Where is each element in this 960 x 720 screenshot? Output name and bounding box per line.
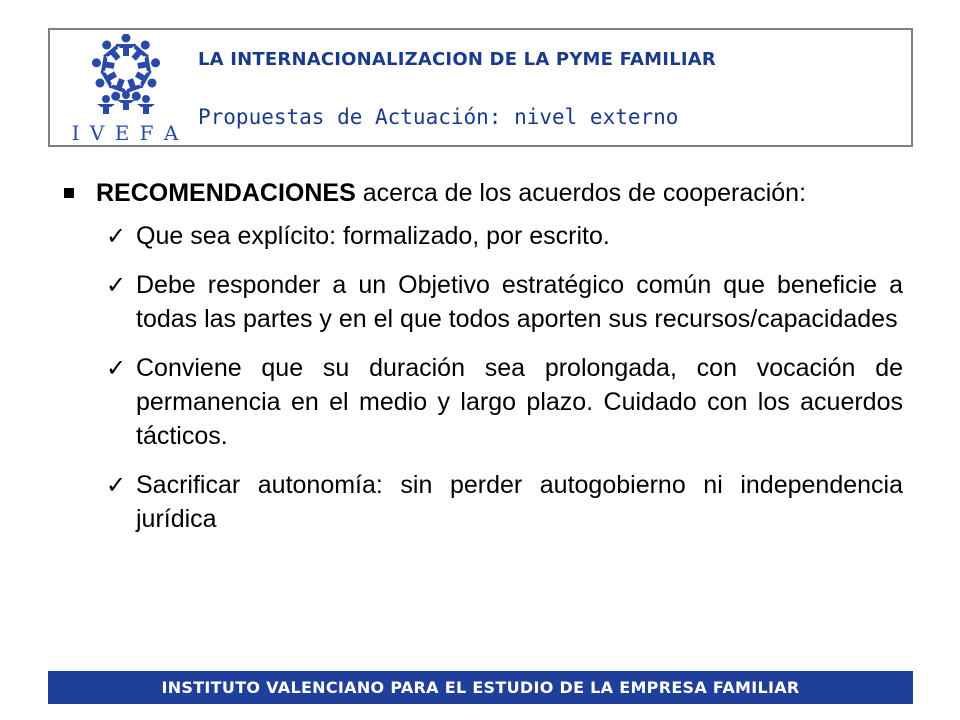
square-bullet-icon: [64, 188, 74, 198]
footer-text: INSTITUTO VALENCIANO PARA EL ESTUDIO DE LA EMPRESA FAMILIAR: [161, 678, 800, 697]
main-point-text: acerca de los acuerdos de cooperación:: [355, 179, 807, 207]
checkmark-icon: ✓: [106, 222, 127, 250]
header-box: [48, 28, 913, 147]
sub-point-list: [60, 219, 903, 536]
sub-point-item: [60, 468, 903, 536]
sub-point-item: [60, 351, 903, 453]
sub-point-text: Debe responder a un Objetivo estratégico común que beneficie a todas las partes y en el que todos aporten sus recursos/capacidades: [136, 271, 903, 333]
footer-bar: [48, 671, 913, 704]
sub-point-item: [60, 268, 903, 336]
sub-point-text: Que sea explícito: formalizado, por escrito.: [136, 222, 610, 250]
logo-text: I V E F A: [71, 121, 181, 145]
main-bullet-item: [60, 176, 903, 210]
people-ring-icon: [90, 34, 161, 114]
checkmark-icon: ✓: [106, 471, 127, 499]
main-point-bold: RECOMENDACIONES: [96, 179, 356, 207]
sub-point-text: Conviene que su duración sea prolongada, con vocación de permanencia en el medio y largo plazo. Cuidado con los acuerdos tácticos.: [136, 354, 903, 450]
header-subtitle: Propuestas de Actuación: nivel externo: [198, 105, 679, 129]
sub-point-text: Sacrificar autonomía: sin perder autogobierno ni independencia jurídica: [136, 471, 903, 533]
checkmark-icon: ✓: [106, 271, 127, 299]
checkmark-icon: ✓: [106, 354, 127, 382]
ivefa-logo: [58, 34, 194, 146]
sub-point-item: [60, 219, 903, 253]
header-title: LA INTERNACIONALIZACION DE LA PYME FAMILIAR: [198, 49, 716, 70]
slide-content: [60, 176, 903, 551]
